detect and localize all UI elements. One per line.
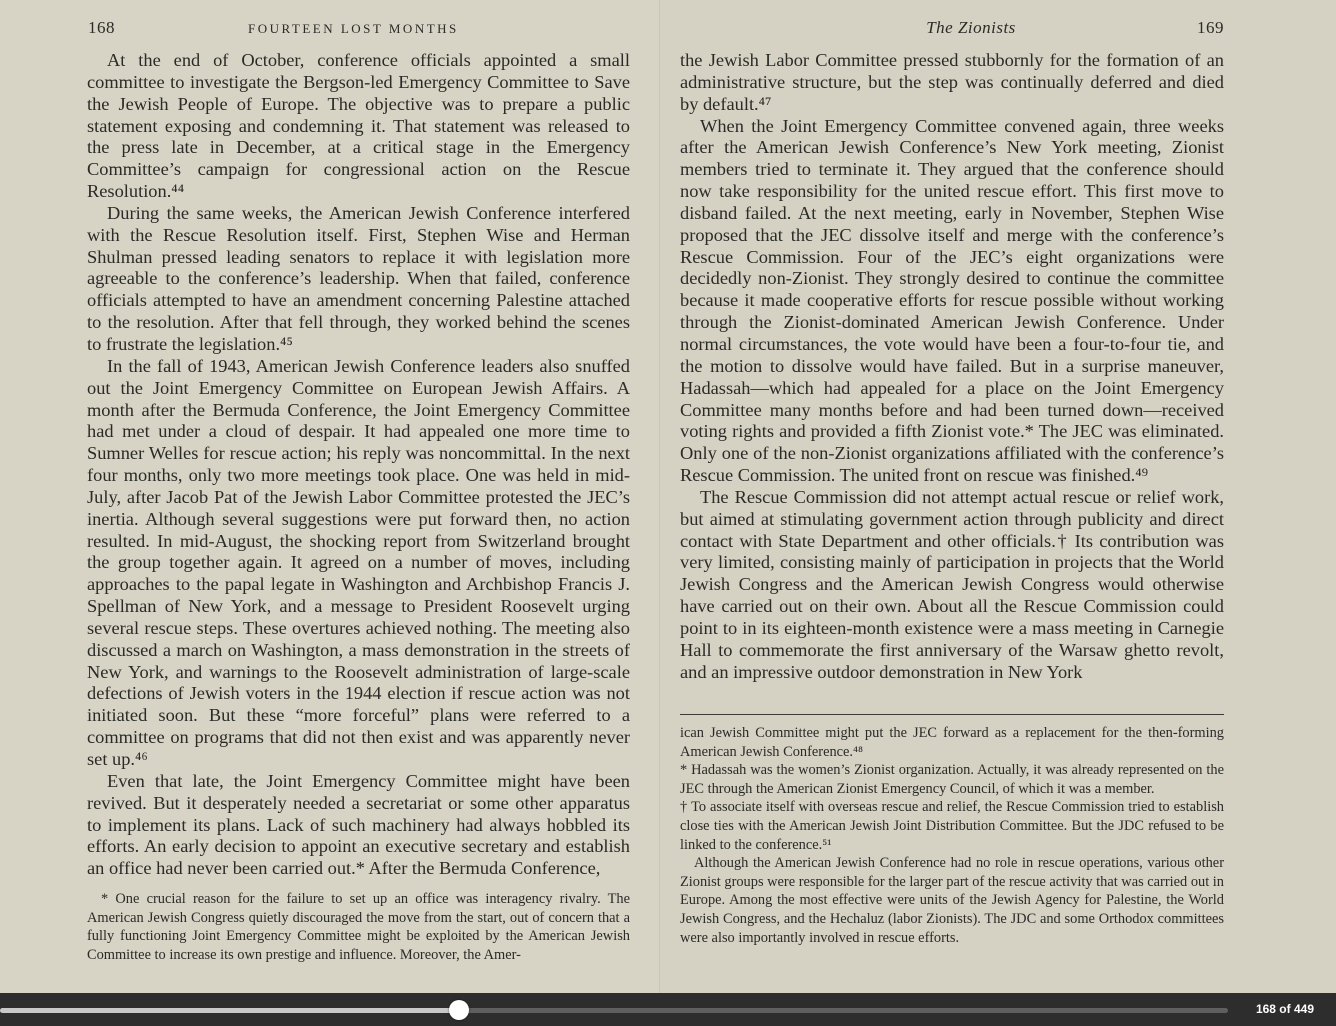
left-running-head: FOURTEEN LOST MONTHS — [248, 21, 459, 36]
page-slider-handle[interactable] — [449, 1000, 469, 1020]
footnote: Although the American Jewish Conference had no role in rescue operations, various other Zionist groups were responsible for the larger part of the rescue activity that was carried out in Europe. Among the most effective were units of the Jewish Agency for Palestine, the World Jewish Congress, and the Hechaluz (labor Zionists). The JDC and some Orthodox committees were also importantly involved in rescue efforts. — [680, 855, 1224, 946]
footnote: † To associate itself with overseas rescue and relief, the Rescue Commission tried to establish close ties with the American Jewish Joint Distribution Committee. But the JDC refused to be linked to the conference.⁵¹ — [680, 799, 1224, 853]
paragraph: In the fall of 1943, American Jewish Conference leaders also snuffed out the Joint Emergency Committee on European Jewish Affairs. A month after the Bermuda Conference, the Joint Emergency Committee had met under a cloud of despair. It had appealed one more time to Sumner Welles for rescue action; his reply was noncommittal. In the next four months, only two more meetings took place. One was held in mid-July, after Jacob Pat of the Jewish Labor Committee protested the JEC’s inertia. Although several suggestions were put forward then, no action resulted. In mid-August, the shocking report from Switzerland brought the group together again. It agreed on a number of moves, including approaches to the papal legate in Washington and Archbishop Francis J. Spellman of New York, and a message to President Roosevelt urging several rescue steps. These overtures achieved nothing. The meeting also discussed a march on Washington, a mass demonstration in the streets of New York, and warnings to the Roosevelt administration of large-scale defections of Jewish voters in the 1944 election if rescue action was not initiated soon. But these “more forceful” plans were referred to a committee on programs that did not then exist and was apparently never set up.⁴⁶ — [87, 355, 630, 769]
page-navigation-bar — [0, 993, 1336, 1026]
footnote: * One crucial reason for the failure to set up an office was interagency rivalry. The American Jewish Congress quietly discouraged the move from the start, out of concern that a fully functioning Joint Emergency Committee might be exploited by the American Jewish Committee to increase its own prestige and influence. Moreover, the Amer- — [87, 891, 630, 963]
footnote-divider — [680, 714, 1224, 715]
paragraph: Even that late, the Joint Emergency Committee might have been revived. But it desperately needed a secretariat or some other apparatus to implement its plans. Lack of such machinery had always hobbled its efforts. An early decision to appoint an executive secretary and establish an office had never been carried out.* After the Bermuda Conference, — [87, 770, 630, 879]
paragraph: the Jewish Labor Committee pressed stubbornly for the formation of an administrative structure, but the step was continually deferred and died by default.⁴⁷ — [680, 50, 1224, 114]
paragraph: When the Joint Emergency Committee convened again, three weeks after the American Jewish Conference’s New York meeting, Zionist members tried to terminate it. They argued that the conference should now take responsibility for the united rescue effort. This first move to disband failed. At the next meeting, early in November, Stephen Wise proposed that the JEC dissolve itself and merge with the conference’s Rescue Commission. Four of the JEC’s eight organizations were decidedly non-Zionist. They strongly desired to continue the committee because it made cooperative efforts for rescue possible without working through the Zionist-dominated American Jewish Conference. Under normal circumstances, the vote would have been a four-to-four tie, and the motion to dissolve would have failed. But in a surprise maneuver, Hadassah—which had appealed for a place on the Joint Emergency Committee many months before and had been turned down—received voting rights and provided a fifth Zionist vote.* The JEC was eliminated. Only one of the non-Zionist organizations affiliated with the conference’s Rescue Commission. The united front on rescue was finished.⁴⁹ — [680, 115, 1224, 486]
footnote: ican Jewish Committee might put the JEC forward as a replacement for the then-forming American Jewish Conference.⁴⁸ — [680, 725, 1224, 760]
left-page — [0, 0, 660, 993]
footnote: * Hadassah was the women’s Zionist organization. Actually, it was already represented on the JEC through the American Zionist Emergency Council, of which it was a member. — [680, 762, 1224, 797]
right-page — [661, 0, 1336, 993]
page-slider-fill — [0, 1008, 459, 1013]
paragraph: During the same weeks, the American Jewish Conference interfered with the Rescue Resolution itself. First, Stephen Wise and Herman Shulman pressed leading senators to replace it with legislation more agreeable to the conference’s leadership. When that failed, conference officials attempted to have an amendment concerning Palestine attached to the resolution. After that fell through, they worked behind the scenes to frustrate the legislation.⁴⁵ — [87, 202, 630, 354]
paragraph: The Rescue Commission did not attempt actual rescue or relief work, but aimed at stimulating government action through publicity and direct contact with State Department and other officials.† Its contribution was very limited, consisting mainly of participation in projects that the World Jewish Congress and the American Jewish Congress would otherwise have carried out on their own. About all the Rescue Commission could point to in its eighteen-month existence were a mass meeting in Carnegie Hall to commemorate the first anniversary of the Warsaw ghetto revolt, and an impressive outdoor demonstration in New York — [680, 486, 1224, 682]
page-counter: 168 of 449 — [1255, 1002, 1314, 1016]
left-body-text — [87, 50, 630, 880]
page-slider-track[interactable] — [0, 1008, 1228, 1013]
right-running-head: The Zionists — [926, 18, 1016, 37]
right-body-text — [680, 50, 1224, 683]
left-footnotes — [87, 890, 630, 964]
paragraph: At the end of October, conference officials appointed a small committee to investigate the Bergson-led Emergency Committee to Save the Jewish People of Europe. The objective was to prepare a public statement exposing and condemning it. That statement was released to the press late in December, at a critical stage in the Emergency Committee’s campaign for congressional action on the Rescue Resolution.⁴⁴ — [87, 50, 630, 202]
right-footnotes — [680, 724, 1224, 947]
left-page-number: 168 — [88, 18, 115, 37]
right-page-number: 169 — [1197, 18, 1224, 37]
